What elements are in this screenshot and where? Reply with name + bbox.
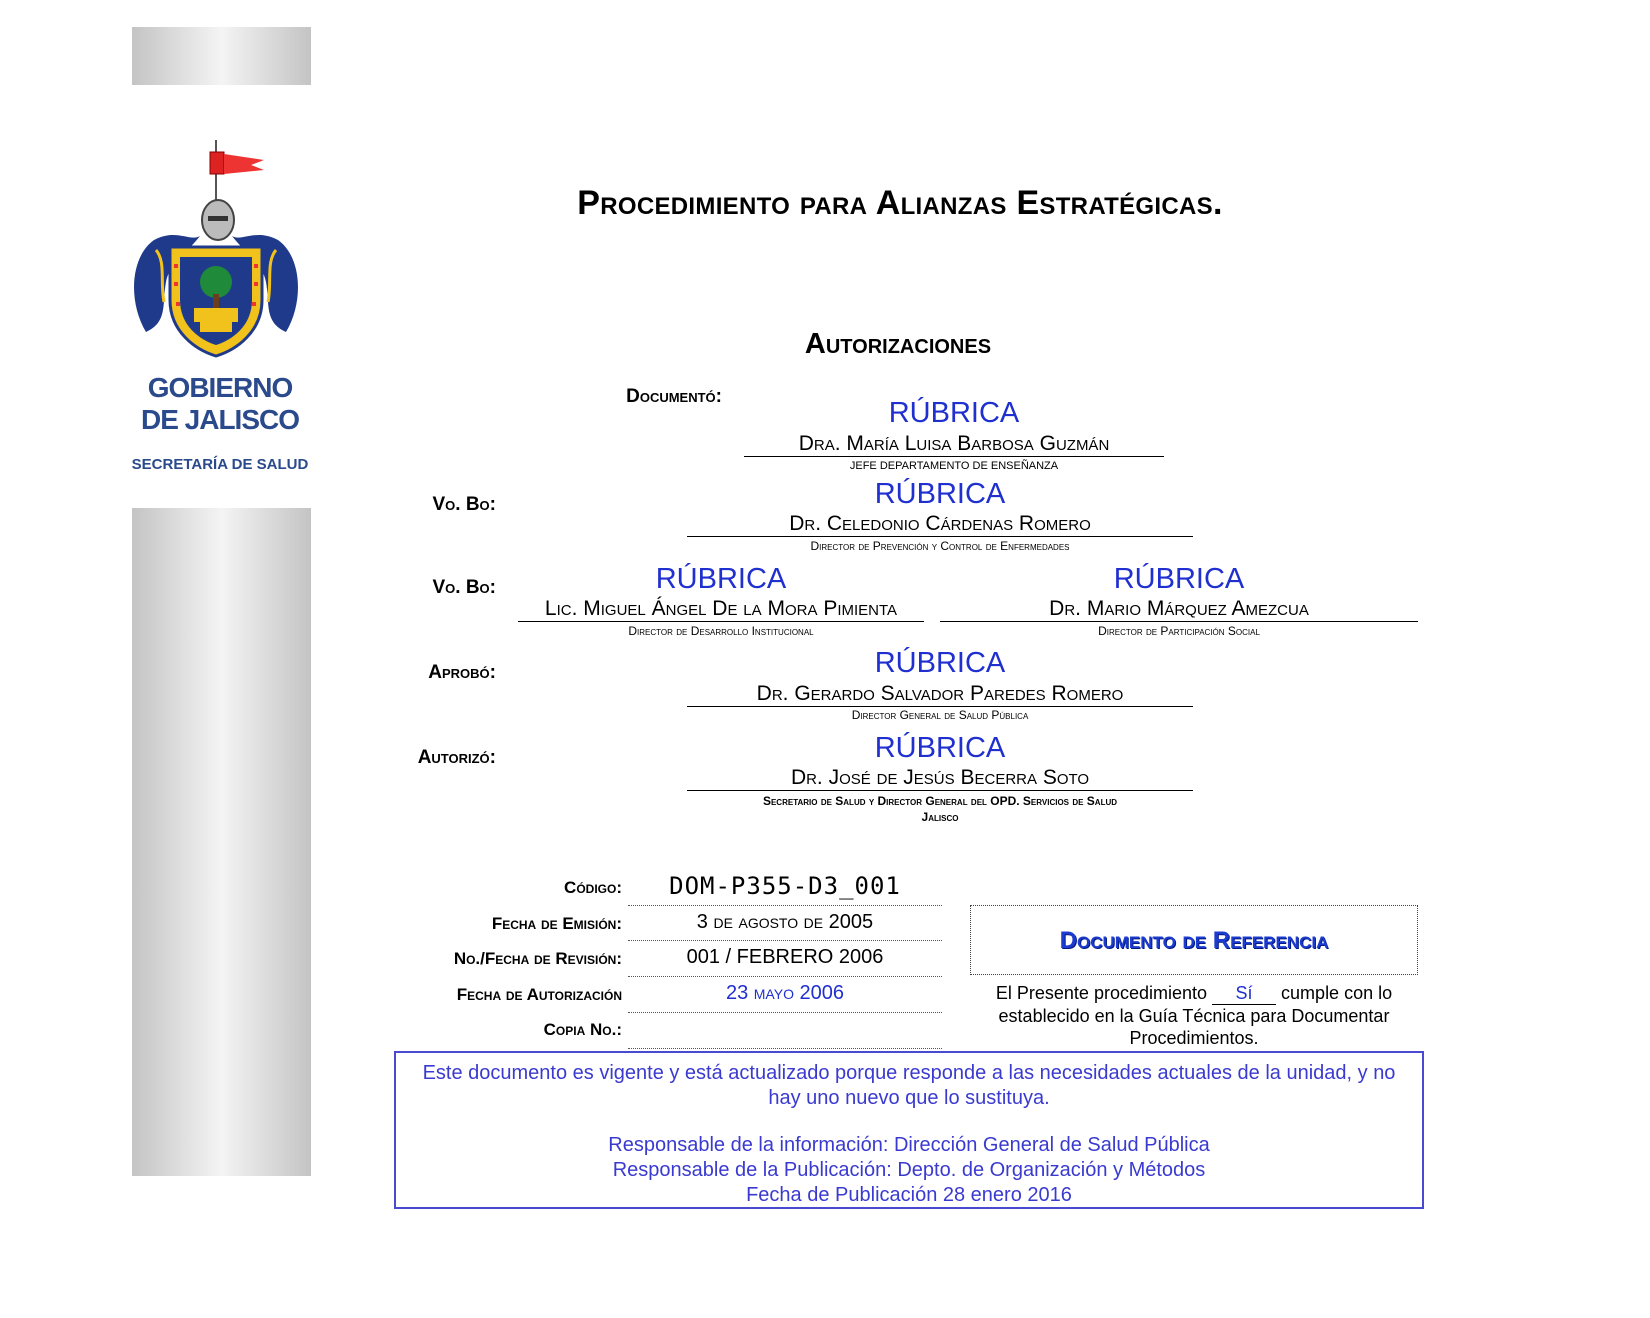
position-autorizo-line2: Jalisco bbox=[921, 810, 959, 824]
sidebar-bottom-bar bbox=[132, 508, 311, 1176]
position-vobo1: Director de Prevención y Control de Enfermedades bbox=[810, 539, 1070, 553]
notice-responsable-pub: Responsable de la Publicación: Depto. de Organización y Métodos bbox=[612, 1159, 1206, 1181]
position-documento: JEFE DEPARTAMENTO DE ENSEÑANZA bbox=[849, 460, 1059, 472]
position-vobo2-right: Director de Participación Social bbox=[1098, 624, 1260, 638]
notice-line2: hay uno nuevo que lo sustituya. bbox=[768, 1087, 1050, 1109]
position-aprobo: Director General de Salud Pública bbox=[851, 708, 1029, 722]
role-vobo2: Vo. Bo: bbox=[432, 577, 496, 598]
codigo-value: DOM-P355-D3_001 bbox=[628, 872, 942, 906]
name-vobo2-left: Lic. Miguel Ángel De la Mora Pimienta bbox=[518, 597, 924, 622]
signature-documento: RÚBRICA bbox=[888, 397, 1020, 429]
copia-value bbox=[628, 1018, 942, 1049]
name-vobo1: Dr. Celedonio Cárdenas Romero bbox=[687, 512, 1193, 537]
reference-answer: Sí bbox=[1212, 982, 1276, 1005]
name-vobo2-right: Dr. Mario Márquez Amezcua bbox=[940, 597, 1418, 622]
role-documento: Documentó: bbox=[626, 386, 722, 407]
role-aprobo: Aprobó: bbox=[428, 662, 496, 683]
sidebar-top-bar bbox=[132, 27, 311, 85]
signature-autorizo: RÚBRICA bbox=[874, 732, 1006, 764]
notice-responsable-info: Responsable de la información: Dirección General de Salud Pública bbox=[608, 1134, 1210, 1156]
signature-vobo2-right: RÚBRICA bbox=[1113, 563, 1245, 595]
copia-label: Copia No.: bbox=[543, 1020, 622, 1039]
notice-box bbox=[394, 1051, 1424, 1209]
notice-line1: Este documento es vigente y está actualizado porque responde a las necesidades actuales de la unidad, y no bbox=[422, 1062, 1396, 1084]
name-aprobo: Dr. Gerardo Salvador Paredes Romero bbox=[687, 682, 1193, 707]
revision-label: No./Fecha de Revisión: bbox=[453, 949, 622, 968]
revision-value: 001 / FEBRERO 2006 bbox=[628, 946, 942, 977]
document-title: Procedimiento para Alianzas Estratégicas. bbox=[577, 184, 1223, 222]
government-line2: DE JALISCO bbox=[140, 404, 300, 435]
autorizacion-label: Fecha de Autorización bbox=[456, 985, 622, 1004]
role-autorizo: Autorizó: bbox=[417, 747, 496, 768]
autorizacion-value: 23 mayo 2006 bbox=[628, 982, 942, 1013]
position-vobo2-left: Director de Desarrollo Institucional bbox=[628, 624, 814, 638]
reference-before: El Presente procedimiento bbox=[995, 983, 1208, 1003]
reference-text bbox=[972, 982, 1416, 1049]
name-autorizo: Dr. José de Jesús Becerra Soto bbox=[687, 766, 1193, 791]
codigo-label: Código: bbox=[564, 878, 622, 897]
government-line1: GOBIERNO bbox=[147, 372, 293, 403]
role-vobo1: Vo. Bo: bbox=[432, 494, 496, 515]
reference-line3: Procedimientos. bbox=[1129, 1028, 1259, 1048]
signature-aprobo: RÚBRICA bbox=[874, 647, 1006, 679]
name-documento: Dra. María Luisa Barbosa Guzmán bbox=[744, 432, 1164, 457]
reference-heading: Documento de Referencia bbox=[1059, 927, 1329, 954]
reference-after: cumple con lo bbox=[1281, 983, 1393, 1003]
emision-label: Fecha de Emisión: bbox=[491, 914, 622, 933]
reference-line2: establecido en la Guía Técnica para Documentar bbox=[998, 1006, 1390, 1026]
signature-vobo1: RÚBRICA bbox=[874, 478, 1006, 510]
government-name bbox=[120, 372, 320, 436]
section-heading: Autorizaciones bbox=[804, 328, 992, 360]
secretariat-name: SECRETARÍA DE SALUD bbox=[131, 456, 309, 473]
position-autorizo-line1: Secretario de Salud y Director General del OPD. Servicios de Salud bbox=[762, 794, 1118, 808]
emision-value: 3 de agosto de 2005 bbox=[628, 911, 942, 941]
coat-of-arms-logo bbox=[126, 132, 301, 362]
position-autorizo bbox=[687, 793, 1193, 825]
notice-fecha-pub: Fecha de Publicación 28 enero 2016 bbox=[746, 1184, 1072, 1206]
reference-line1 bbox=[972, 982, 1416, 1005]
signature-vobo2-left: RÚBRICA bbox=[655, 563, 787, 595]
